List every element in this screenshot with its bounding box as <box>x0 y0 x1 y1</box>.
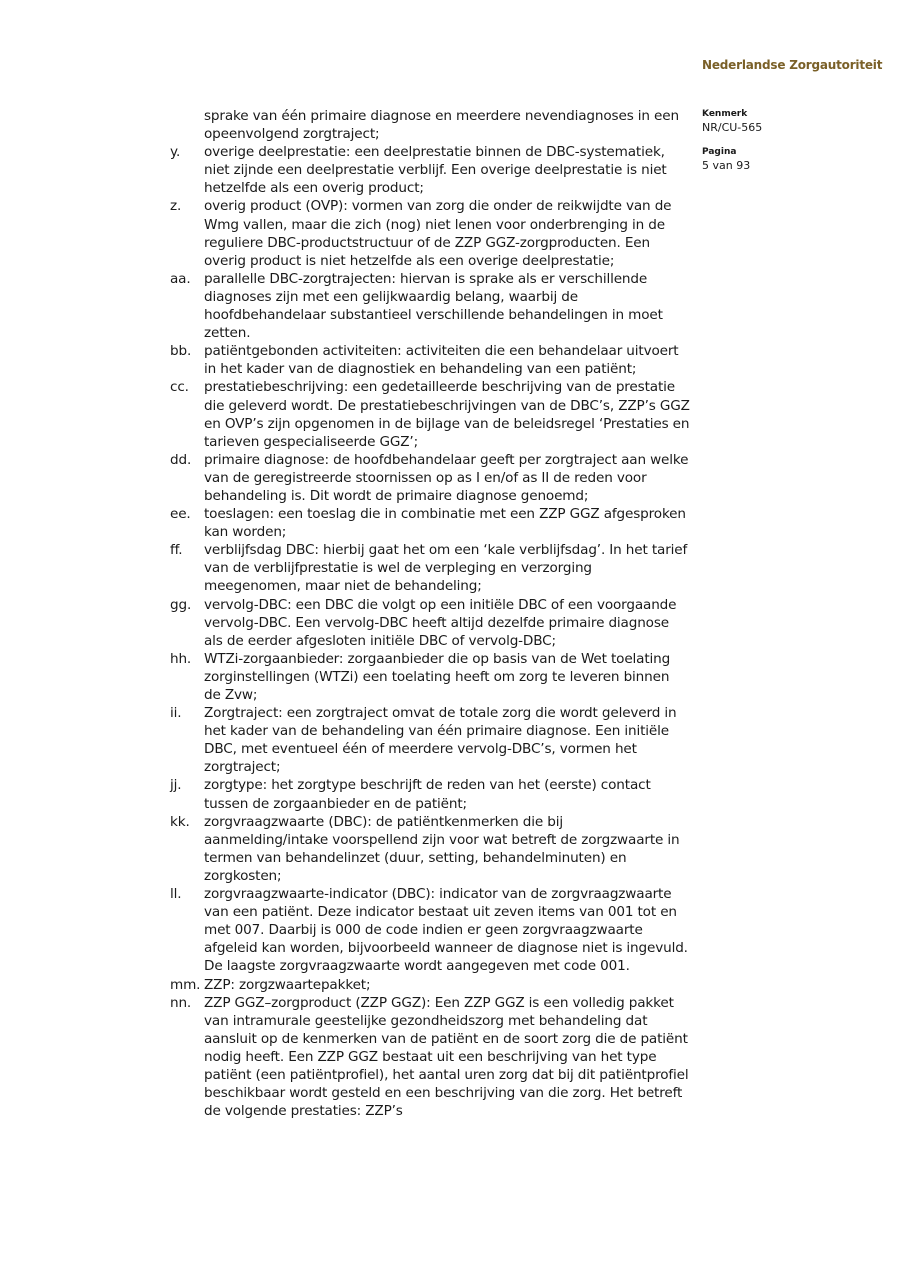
kenmerk-label: Kenmerk <box>702 109 748 119</box>
item-text: overige deelprestatie: een deelprestatie binnen de DBC-systematiek, niet zijnde een deelprestatie verblijf. Een overige deelprestatie is niet hetzelfde als een overig product; <box>204 144 667 197</box>
item-text: parallelle DBC-zorgtrajecten: hiervan is sprake als er verschillende diagnoses zijn met een gelijkwaardig belang, waarbij de hoofdbehandelaar substantieel verschillende behandelingen in moet zetten. <box>204 270 663 342</box>
definition-item <box>170 885 690 975</box>
definition-item <box>170 197 690 269</box>
item-text: patiëntgebonden activiteiten: activiteiten die een behandelaar uitvoert in het kader van de diagnostiek en behandeling van een patiënt; <box>204 343 679 378</box>
definition-item <box>170 813 690 885</box>
definition-item <box>170 451 690 505</box>
definitions-list <box>170 107 690 1120</box>
definition-item <box>170 596 690 650</box>
item-marker: jj. <box>170 777 182 794</box>
item-marker: y. <box>170 144 181 161</box>
item-marker: ll. <box>170 886 182 903</box>
continuation-text: sprake van één primaire diagnose en meerdere nevendiagnoses in een opeenvolgend zorgtraject; <box>204 108 679 143</box>
pagina-label: Pagina <box>702 147 737 157</box>
item-marker: bb. <box>170 343 192 360</box>
page-block <box>702 145 750 173</box>
definition-item <box>170 342 690 378</box>
item-text: ZZP GGZ–zorgproduct (ZZP GGZ): Een ZZP GGZ is een volledig pakket van intramurale geestelijke gezondheidszorg met behandeling dat aansluit op de kenmerken van de patiënt en de soort zorg die de patiënt nodig heeft. Een ZZP GGZ bestaat uit een beschrijving van het type patiënt (een patiëntprofiel), het aantal uren zorg dat bij dit patiëntprofiel beschikbaar wordt gesteld en een beschrijving van die zorg. Het betreft de volgende prestaties: ZZP’s <box>204 994 689 1120</box>
definition-item <box>170 650 690 704</box>
item-marker: z. <box>170 198 182 215</box>
item-text: ZZP: zorgzwaartepakket; <box>204 976 371 993</box>
item-text: verblijfsdag DBC: hierbij gaat het om een ‘kale verblijfsdag’. In het tarief van de verblijfprestatie is wel de verpleging en verzorging meegenomen, maar niet de behandeling; <box>204 542 688 595</box>
item-text: Zorgtraject: een zorgtraject omvat de totale zorg die wordt geleverd in het kader van de behandeling van één primaire diagnose. Een initiële DBC, met eventueel één of meerdere vervolg-DBC’s, vormen het zorgtraject; <box>204 705 677 776</box>
reference-block <box>702 107 762 135</box>
kenmerk-value: NR/CU-565 <box>702 121 763 134</box>
item-text: vervolg-DBC: een DBC die volgt op een initiële DBC of een voorgaande vervolg-DBC. Een vervolg-DBC heeft altijd dezelfde primaire diagnose als de eerder afgesloten initiële DBC of vervolg-DBC; <box>204 596 677 649</box>
definition-item <box>170 505 690 541</box>
item-text: prestatiebeschrijving: een gedetailleerde beschrijving van de prestatie die geleverd wordt. De prestatiebeschrijvingen van de DBC’s, ZZP’s GGZ en OVP’s zijn opgenomen in de bijlage van de beleidsregel ‘Prestaties en tarieven gespecialiseerde GGZ’; <box>204 379 690 450</box>
item-marker: dd. <box>170 451 192 468</box>
organization-name: Nederlandse Zorgautoriteit <box>702 58 883 72</box>
definition-item <box>170 976 690 994</box>
definition-item <box>170 994 690 1121</box>
item-text: overig product (OVP): vormen van zorg die onder de reikwijdte van de Wmg vallen, maar die zich (nog) niet lenen voor onderbrenging in de reguliere DBC-productstructuur of de ZZP GGZ-zorgproducten. Een overig product is niet hetzelfde als een overige deelprestatie; <box>204 198 672 269</box>
item-text: zorgtype: het zorgtype beschrijft de reden van het (eerste) contact tussen de zorgaanbieder en de patiënt; <box>204 777 651 812</box>
item-marker: gg. <box>170 596 192 613</box>
definition-item <box>170 143 690 197</box>
definition-item <box>170 776 690 812</box>
definition-item <box>170 704 690 776</box>
item-marker: aa. <box>170 270 191 287</box>
item-marker: ff. <box>170 542 183 559</box>
pagina-value: 5 van 93 <box>702 159 751 172</box>
item-marker: kk. <box>170 813 190 830</box>
item-marker: hh. <box>170 650 192 667</box>
item-text: WTZi-zorgaanbieder: zorgaanbieder die op basis van de Wet toelating zorginstellingen (WTZi) een toelating heeft om zorg te leveren binnen de Zvw; <box>204 650 671 703</box>
definition-item <box>170 270 690 342</box>
item-marker: ee. <box>170 506 191 523</box>
item-marker: ii. <box>170 705 182 722</box>
item-marker: nn. <box>170 994 192 1011</box>
definition-item <box>170 541 690 595</box>
item-text: toeslagen: een toeslag die in combinatie met een ZZP GGZ afgesproken kan worden; <box>204 506 686 541</box>
item-text: zorgvraagzwaarte-indicator (DBC): indicator van de zorgvraagzwaarte van een patiënt. Deze indicator bestaat uit zeven items van 001 tot en met 007. Daarbij is 000 de code indien er geen zorgvraagzwaarte afgeleid kan worden, bijvoorbeeld wanneer de diagnose niet is ingevuld. De laagste zorgvraagzwaarte wordt aangegeven met code 001. <box>204 886 688 975</box>
item-marker: cc. <box>170 379 189 396</box>
item-marker: mm. <box>170 976 201 993</box>
item-text: primaire diagnose: de hoofdbehandelaar geeft per zorgtraject aan welke van de geregistreerde stoornissen op as I en/of as II de reden voor behandeling is. Dit wordt de primaire diagnose genoemd; <box>204 451 689 504</box>
definition-item <box>170 378 690 450</box>
item-text: zorgvraagzwaarte (DBC): de patiëntkenmerken die bij aanmelding/intake voorspellend zijn voor wat betreft de zorgzwaarte in termen van behandelinzet (duur, setting, behandelminuten) en zorgkosten; <box>204 813 680 884</box>
